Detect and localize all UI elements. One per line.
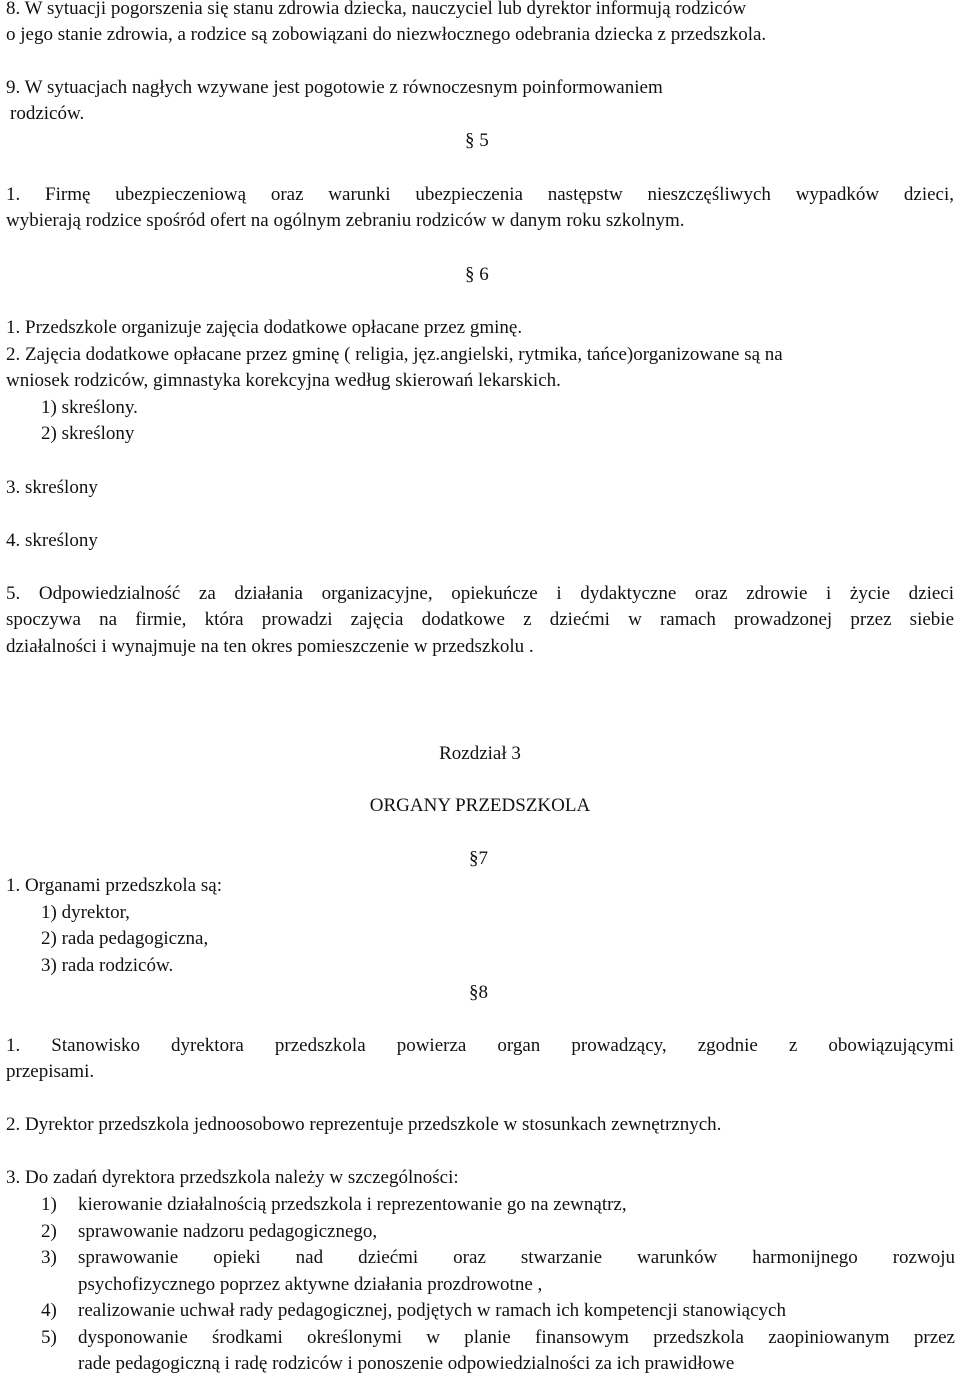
s7-item-2: 2) rada pedagogiczna, (41, 928, 209, 949)
task-text: kierowanie działalnością przedszkola i reprezentowanie go na zewnątrz, (78, 1194, 627, 1215)
task-number: 1) (41, 1194, 57, 1215)
task-number: 4) (41, 1300, 57, 1321)
s6-paragraph-5-line-2: spoczywa na firmie, która prowadzi zajęcia dodatkowe z dziećmi w ramach prowadzonej przez siebie (6, 609, 954, 630)
s6-subitem-1: 1) skreślony. (41, 397, 138, 418)
s5-paragraph-1-line-1: 1. Firmę ubezpieczeniową oraz warunki ubezpieczenia następstw nieszczęśliwych wypadków dzieci, (6, 184, 954, 205)
task-number: 5) (41, 1327, 57, 1348)
s6-paragraph-4: 4. skreślony (6, 530, 98, 551)
s6-subitem-2: 2) skreślony (41, 423, 135, 444)
section-heading-8: §8 (469, 982, 488, 1003)
s6-paragraph-5-line-3: działalności i wynajmuje na ten okres pomieszczenie w przedszkolu . (6, 636, 534, 657)
section-heading-6: § 6 (465, 264, 489, 285)
s8-paragraph-1-line-2: przepisami. (6, 1061, 95, 1082)
section-heading-5: § 5 (465, 130, 489, 151)
s6-paragraph-3: 3. skreślony (6, 477, 98, 498)
paragraph-9-line-1: 9. W sytuacjach nagłych wzywane jest pogotowie z równoczesnym poinformowaniem (6, 77, 663, 98)
task-text-line-2: rade pedagogiczną i radę rodziców i ponoszenie odpowiedzialności za ich prawidłowe (78, 1353, 735, 1374)
task-text-line-2: psychofizycznego poprzez aktywne działania prozdrowotne , (78, 1274, 543, 1295)
paragraph-8-line-2: o jego stanie zdrowia, a rodzice są zobowiązani do niezwłocznego odebrania dziecka z przedszkola. (6, 24, 767, 45)
task-text: realizowanie uchwał rady pedagogicznej, podjętych w ramach ich kompetencji stanowiących (78, 1300, 786, 1321)
paragraph-9-line-2: rodziców. (10, 103, 85, 124)
s8-paragraph-1-line-1: 1. Stanowisko dyrektora przedszkola powierza organ prowadzący, zgodnie z obowiązującymi (6, 1035, 954, 1056)
paragraph-8-line-1: 8. W sytuacji pogorszenia się stanu zdrowia dziecka, nauczyciel lub dyrektor informują rodziców (6, 0, 747, 19)
chapter-label: Rozdział 3 (439, 743, 521, 764)
task-text: sprawowanie nadzoru pedagogicznego, (78, 1221, 378, 1242)
chapter-title: ORGANY PRZEDSZKOLA (369, 795, 591, 816)
s6-paragraph-1: 1. Przedszkole organizuje zajęcia dodatkowe opłacane przez gminę. (6, 317, 523, 338)
s8-paragraph-2: 2. Dyrektor przedszkola jednoosobowo reprezentuje przedszkole w stosunkach zewnętrznych. (6, 1114, 722, 1135)
task-number: 2) (41, 1221, 57, 1242)
s7-item-1: 1) dyrektor, (41, 902, 130, 923)
s6-paragraph-5-line-1: 5. Odpowiedzialność za działania organizacyjne, opiekuńcze i dydaktyczne oraz zdrowie i życie dzieci (6, 583, 954, 604)
s5-paragraph-1-line-2: wybierają rodzice spośród ofert na ogólnym zebraniu rodziców w danym roku szkolnym. (6, 210, 685, 231)
task-text-line-1: sprawowanie opieki nad dziećmi oraz stwarzanie warunków harmonijnego rozwoju (78, 1247, 955, 1268)
s7-paragraph-1: 1. Organami przedszkola są: (6, 875, 222, 896)
task-number: 3) (41, 1247, 57, 1268)
s7-item-3: 3) rada rodziców. (41, 955, 174, 976)
section-heading-7: §7 (469, 848, 488, 869)
s8-paragraph-3: 3. Do zadań dyrektora przedszkola należy w szczególności: (6, 1167, 459, 1188)
s6-paragraph-2-line-1: 2. Zajęcia dodatkowe opłacane przez gminę ( religia, jęz.angielski, rytmika, tańce)organizowane są na (6, 344, 783, 365)
task-text-line-1: dysponowanie środkami określonymi w planie finansowym przedszkola zaopiniowanym przez (78, 1327, 955, 1348)
s6-paragraph-2-line-2: wniosek rodziców, gimnastyka korekcyjna według skierowań lekarskich. (6, 370, 561, 391)
